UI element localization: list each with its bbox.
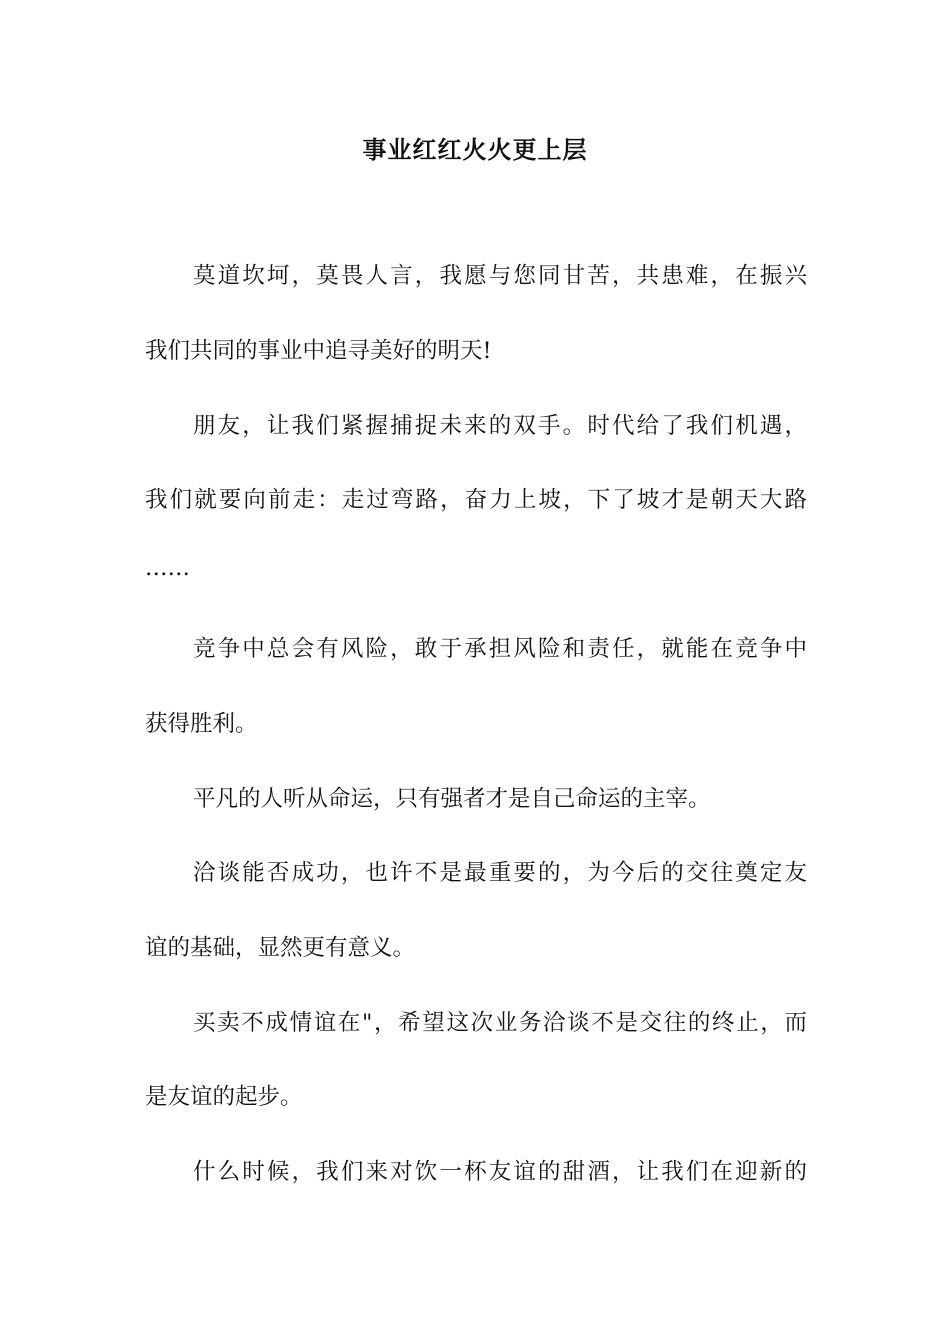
paragraph-line: 是友谊的起步。	[145, 1084, 303, 1110]
paragraph-line: 洽谈能否成功，也许不是最重要的，为今后的交往奠定友	[193, 860, 807, 886]
paragraph-line: 平凡的人听从命运，只有强者才是自己命运的主宰。	[193, 786, 711, 812]
paragraph-line: 朋友，让我们紧握捕捉未来的双手。时代给了我们机遇，	[193, 413, 807, 439]
paragraph-line: 什么时候，我们来对饮一杯友谊的甜酒，让我们在迎新的	[193, 1159, 807, 1185]
paragraph-line: 获得胜利。	[145, 711, 258, 737]
paragraph-line: 谊的基础，显然更有意义。	[145, 935, 416, 961]
paragraph-line: 我们共同的事业中追寻美好的明天!	[145, 338, 492, 364]
paragraph-line: ……	[145, 555, 190, 581]
paragraph-line: 买卖不成情谊在"，希望这次业务洽谈不是交往的终止，而	[193, 1010, 807, 1036]
paragraph-line: 我们就要向前走：走过弯路，奋力上坡，下了坡才是朝天大路	[145, 487, 807, 513]
paragraph-line: 竞争中总会有风险，敢于承担风险和责任，就能在竞争中	[193, 636, 807, 662]
document-title: 事业红红火火更上层	[362, 135, 588, 164]
paragraph-line: 莫道坎坷，莫畏人言，我愿与您同甘苦，共患难，在振兴	[193, 263, 807, 289]
